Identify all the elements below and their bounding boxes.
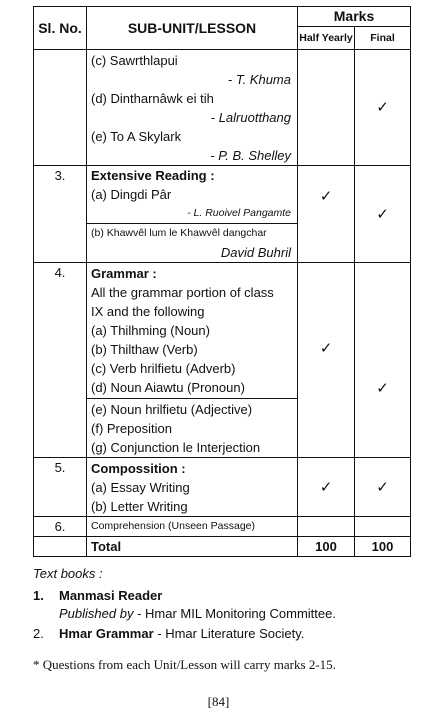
lesson-author: - T. Khuma [227,72,291,87]
half-yearly-cell [298,263,355,458]
unit-title: Compossition : [91,461,186,476]
textbook-title: Manmasi Reader [59,588,163,603]
sl-cell: 5. [34,458,87,517]
table-row-5 [34,458,411,517]
page-number: [84] [207,694,230,709]
grammar-item: (c) Verb hrilfietu (Adverb) [91,361,236,376]
check-icon: ✓ [376,205,389,223]
check-icon: ✓ [319,188,333,205]
lesson-item: (b) Khawvêl lum le Khawvêl dangchar [91,227,267,239]
lesson-author: - L. Ruoivel Pangamte [187,207,291,219]
total-half-yearly: 100 [298,537,355,557]
publisher-name: - Hmar Literature Society. [153,626,305,641]
lesson-item: (d) Dintharnâwk ei tih [91,91,214,106]
final-cell [355,50,411,166]
grammar-item: (f) Preposition [91,421,172,436]
half-yearly-cell [298,166,355,263]
grammar-item: (a) Thilhming (Noun) [91,323,210,338]
textbooks-heading: Text books : [33,566,103,581]
subunit-cell [87,458,298,517]
final-cell [355,166,411,263]
check-icon: ✓ [376,478,389,496]
header-subunit: SUB-UNIT/LESSON [87,7,298,50]
unit-title: Extensive Reading : [91,168,215,183]
final-cell [355,517,411,537]
table-row-6 [34,517,411,537]
final-cell [355,458,411,517]
footnote: * Questions from each Unit/Lesson will carry marks 2-15. [33,657,336,672]
textbook-1-publisher [33,605,413,623]
subunit-cell [87,517,298,537]
sl-cell-empty [34,50,87,166]
unit-title: Grammar : [91,266,157,281]
header-half-yearly: Half Yearly [298,27,355,50]
subunit-cell [87,166,298,263]
composition-item: (a) Essay Writing [91,480,190,495]
lesson-item: (e) To A Skylark [91,129,182,144]
grammar-item: (e) Noun hrilfietu (Adjective) [91,402,253,417]
total-final: 100 [355,537,411,557]
grammar-item: (d) Noun Aiawtu (Pronoun) [91,380,245,395]
half-yearly-cell [298,458,355,517]
lesson-author: - Lalruotthang [210,110,291,125]
lesson-author: David Buhril [220,245,291,260]
header-final: Final [355,27,411,50]
half-yearly-cell [298,517,355,537]
total-label-cell [87,537,298,557]
table-row-3 [34,166,411,263]
intro-line: IX and the following [91,304,205,319]
subunit-cell [87,263,298,458]
composition-item: (b) Letter Writing [91,499,188,514]
subunit-cell [87,50,298,166]
intro-line: All the grammar portion of class [91,285,274,300]
textbook-number: 2. [33,626,44,641]
textbook-number: 1. [33,588,44,603]
final-cell [355,263,411,458]
grammar-item: (g) Conjunction le Interjection [91,440,261,455]
lesson-item: (c) Sawrthlapui [91,53,178,68]
table-row-4 [34,263,411,458]
total-label: Total [91,539,122,554]
check-icon: ✓ [376,380,389,397]
grammar-item: (b) Thilthaw (Verb) [91,342,198,357]
publisher-name: - Hmar MIL Monitoring Committee. [133,606,336,621]
textbook-title: Hmar Grammar [59,626,154,641]
table-row-continued [34,50,411,166]
syllabus-table [33,6,411,557]
sl-cell: 3. [34,166,87,263]
publisher-label: Published by [59,606,134,621]
total-row [34,537,411,557]
lesson-item: (a) Dingdi Pâr [91,187,172,202]
sl-cell-empty [34,537,87,557]
textbooks-section [33,565,413,645]
textbook-1 [33,587,413,605]
header-marks: Marks [298,7,411,27]
check-icon: ✓ [376,99,389,116]
sl-cell: 4. [34,263,87,458]
sl-cell: 6. [34,517,87,537]
half-yearly-cell [298,50,355,166]
check-icon: ✓ [319,478,333,496]
check-icon: ✓ [319,340,333,357]
header-sl-no: Sl. No. [34,7,87,50]
comprehension-item: Comprehension (Unseen Passage) [91,520,256,532]
textbook-2 [33,623,413,645]
lesson-author: - P. B. Shelley [210,148,291,163]
